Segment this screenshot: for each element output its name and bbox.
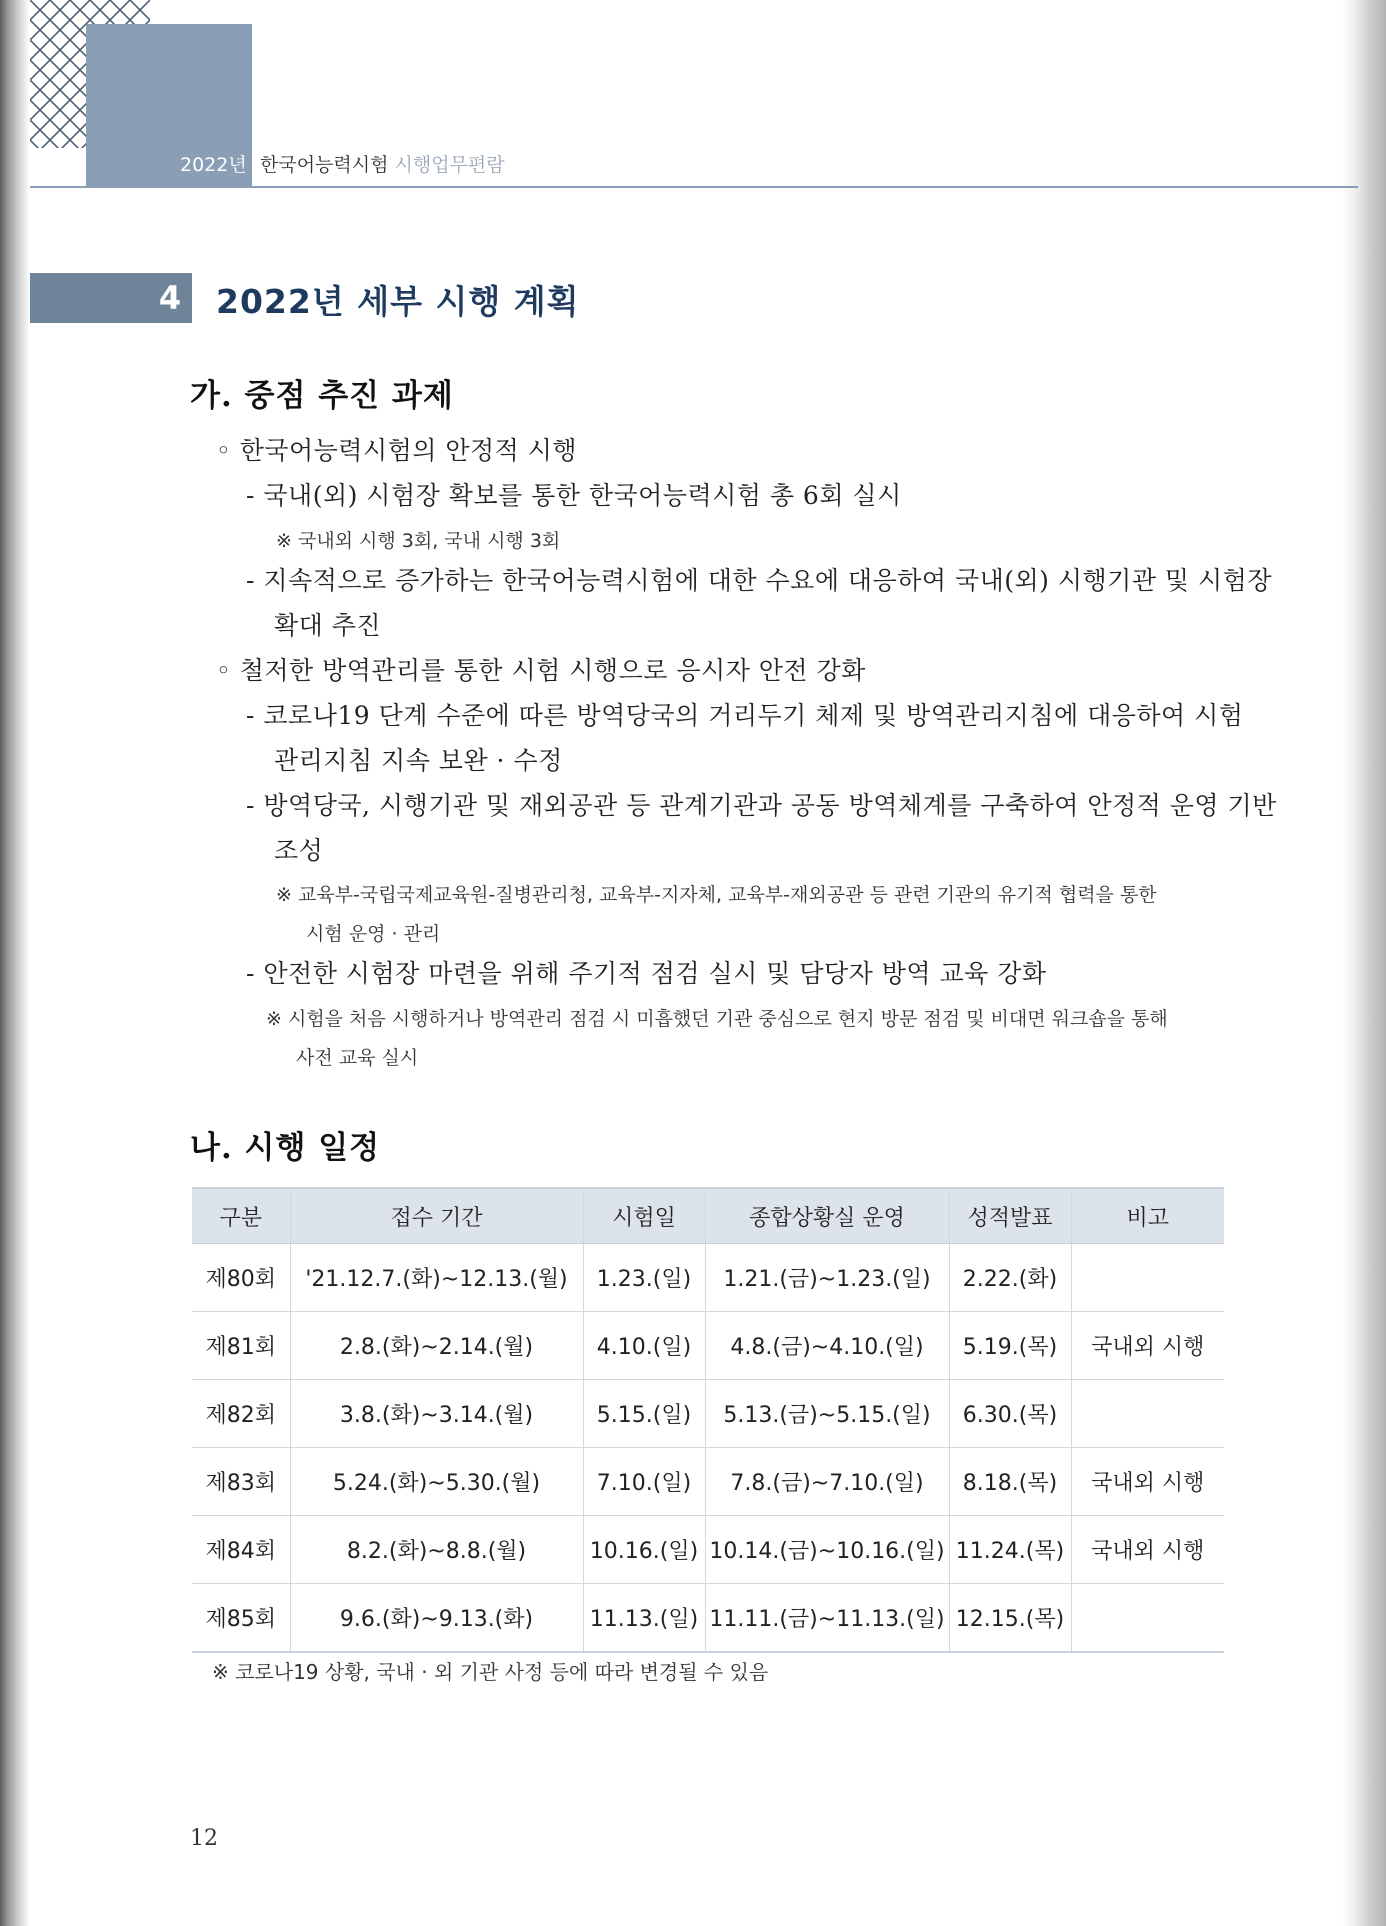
header-title	[260, 150, 505, 177]
dash-line: - 지속적으로 증가하는 한국어능력시험에 대한 수요에 대응하여 국내(외) 시행기관 및 시험장	[246, 566, 1272, 595]
table-cell: 5.15.(일)	[583, 1380, 705, 1448]
bullet-line: ◦ 철저한 방역관리를 통한 시험 시행으로 응시자 안전 강화	[216, 656, 866, 685]
schedule-table	[192, 1187, 1224, 1653]
section-number: 4	[158, 279, 182, 317]
table-cell: 7.10.(일)	[583, 1448, 705, 1516]
heading-part-a: 가. 중점 추진 과제	[190, 378, 454, 414]
column-header: 종합상황실 운영	[705, 1188, 949, 1244]
bullet-line: ◦ 한국어능력시험의 안정적 시행	[216, 436, 578, 465]
dash-line: - 안전한 시험장 마련을 위해 주기적 점검 실시 및 담당자 방역 교육 강화	[246, 959, 1047, 988]
page-binding-shadow	[0, 0, 30, 1926]
note-line: ※ 교육부-국립국제교육원-질병관리청, 교육부-지자체, 교육부-재외공관 등 관련 기관의 유기적 협력을 통한	[276, 884, 1157, 906]
table-cell: 국내외 시행	[1071, 1516, 1224, 1584]
table-cell: 8.18.(목)	[949, 1448, 1071, 1516]
continuation-line: 조성	[274, 836, 324, 865]
page-edge-shadow	[1342, 0, 1386, 1926]
table-cell: 9.6.(화)~9.13.(화)	[290, 1584, 583, 1653]
table-row	[192, 1244, 1224, 1312]
table-cell	[1071, 1244, 1224, 1312]
continuation-line: 확대 추진	[274, 611, 382, 640]
note-line: ※ 시험을 처음 시행하거나 방역관리 점검 시 미흡했던 기관 중심으로 현지 방문 점검 및 비대면 워크숍을 통해	[266, 1008, 1168, 1030]
table-cell: 3.8.(화)~3.14.(월)	[290, 1380, 583, 1448]
table-cell: 10.14.(금)~10.16.(일)	[705, 1516, 949, 1584]
dash-line: - 코로나19 단계 수준에 따른 방역당국의 거리두기 체제 및 방역관리지침에 대응하여 시험	[246, 701, 1244, 730]
table-cell: 제81회	[192, 1312, 290, 1380]
table-cell: 제80회	[192, 1244, 290, 1312]
table-cell: 8.2.(화)~8.8.(월)	[290, 1516, 583, 1584]
table-row	[192, 1448, 1224, 1516]
page-number: 12	[190, 1826, 218, 1851]
header-rule	[30, 186, 1358, 188]
note-continuation: 시험 운영 · 관리	[306, 923, 441, 945]
table-cell: 10.16.(일)	[583, 1516, 705, 1584]
table-cell: 4.8.(금)~4.10.(일)	[705, 1312, 949, 1380]
table-cell: 2.8.(화)~2.14.(월)	[290, 1312, 583, 1380]
table-footnote: ※ 코로나19 상황, 국내 · 외 기관 사정 등에 따라 변경될 수 있음	[212, 1660, 769, 1684]
note-line: ※ 국내외 시행 3회, 국내 시행 3회	[276, 530, 561, 552]
table-row	[192, 1516, 1224, 1584]
table-row	[192, 1312, 1224, 1380]
column-header: 시험일	[583, 1188, 705, 1244]
table-cell: 11.11.(금)~11.13.(일)	[705, 1584, 949, 1653]
table-cell: 5.13.(금)~5.15.(일)	[705, 1380, 949, 1448]
dash-line: - 국내(외) 시험장 확보를 통한 한국어능력시험 총 6회 실시	[246, 481, 902, 510]
table-cell: 12.15.(목)	[949, 1584, 1071, 1653]
table-cell: 제84회	[192, 1516, 290, 1584]
note-continuation: 사전 교육 실시	[296, 1047, 419, 1069]
table-cell: 국내외 시행	[1071, 1312, 1224, 1380]
table-cell: 5.19.(목)	[949, 1312, 1071, 1380]
table-cell: 1.23.(일)	[583, 1244, 705, 1312]
table-cell: 국내외 시행	[1071, 1448, 1224, 1516]
table-cell	[1071, 1584, 1224, 1653]
column-header: 접수 기간	[290, 1188, 583, 1244]
table-cell: 제82회	[192, 1380, 290, 1448]
continuation-line: 관리지침 지속 보완 · 수정	[274, 746, 563, 775]
table-cell: 제85회	[192, 1584, 290, 1653]
table-cell: 6.30.(목)	[949, 1380, 1071, 1448]
dash-line: - 방역당국, 시행기관 및 재외공관 등 관계기관과 공동 방역체계를 구축하여 안정적 운영 기반	[246, 791, 1277, 820]
table-header-row	[192, 1188, 1224, 1244]
column-header: 비고	[1071, 1188, 1224, 1244]
section-title: 2022년 세부 시행 계획	[216, 282, 580, 321]
table-cell: 1.21.(금)~1.23.(일)	[705, 1244, 949, 1312]
table-cell: 4.10.(일)	[583, 1312, 705, 1380]
header-subtitle: 시행업무편람	[394, 154, 505, 176]
table-row	[192, 1380, 1224, 1448]
table-cell: 2.22.(화)	[949, 1244, 1071, 1312]
header-year: 2022년	[180, 154, 247, 176]
table-cell: 제83회	[192, 1448, 290, 1516]
column-header: 성적발표	[949, 1188, 1071, 1244]
table-cell: '21.12.7.(화)~12.13.(월)	[290, 1244, 583, 1312]
header-title-main: 한국어능력시험	[260, 154, 389, 176]
table-row	[192, 1584, 1224, 1653]
table-cell: 11.13.(일)	[583, 1584, 705, 1653]
heading-part-b: 나. 시행 일정	[190, 1130, 381, 1166]
table-cell: 11.24.(목)	[949, 1516, 1071, 1584]
table-cell: 5.24.(화)~5.30.(월)	[290, 1448, 583, 1516]
table-cell	[1071, 1380, 1224, 1448]
table-cell: 7.8.(금)~7.10.(일)	[705, 1448, 949, 1516]
column-header: 구분	[192, 1188, 290, 1244]
